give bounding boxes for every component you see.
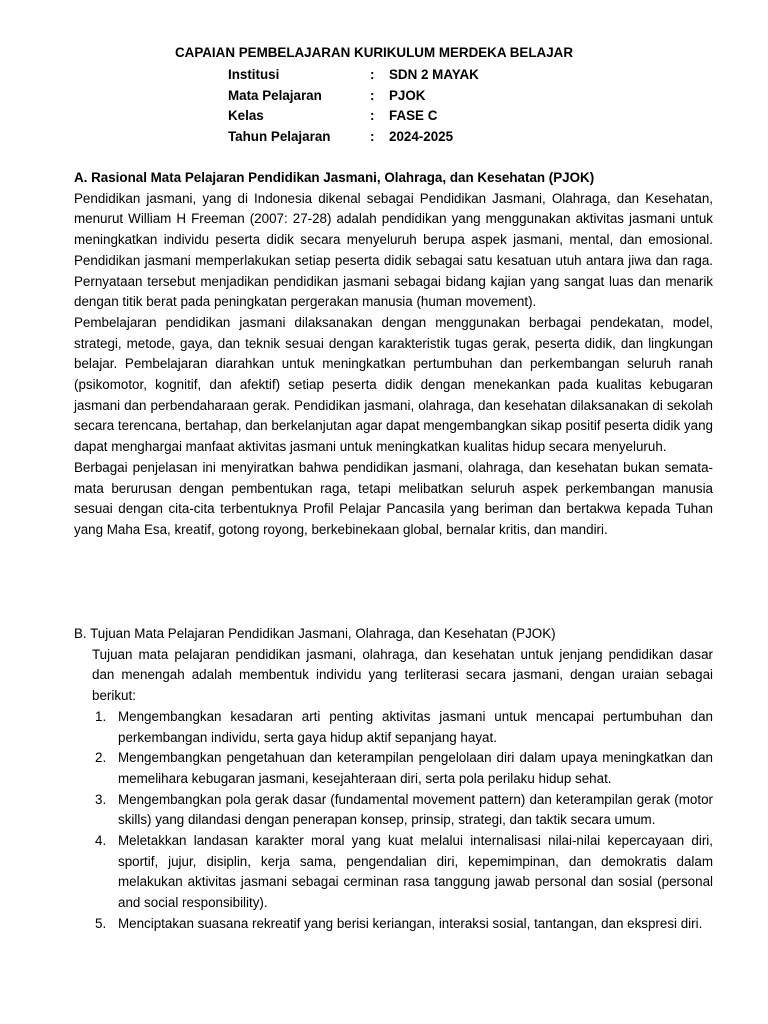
goal-text: Mengembangkan kesadaran arti penting aktivitas jasmani untuk mencapai pertumbuhan dan perkembangan individu, serta gaya hidup aktif sepanjang hayat.	[118, 708, 713, 745]
meta-table	[228, 65, 628, 148]
goals-list	[74, 707, 713, 935]
section-a-heading: A. Rasional Mata Pelajaran Pendidikan Jasmani, Olahraga, dan Kesehatan (PJOK)	[74, 170, 595, 185]
meta-label: Mata Pelajaran	[228, 87, 322, 103]
goal-number: 3.	[95, 791, 107, 807]
meta-row-institusi	[228, 65, 628, 86]
meta-row-kelas	[228, 106, 628, 127]
document-title: CAPAIAN PEMBELAJARAN KURIKULUM MERDEKA BELAJAR	[174, 45, 573, 60]
section-a-paragraph-2: Pembelajaran pendidikan jasmani dilaksanakan dengan menggunakan berbagai pendekatan, model, strategi, metode, gaya, dan teknik sesuai dengan karakteristik tugas gerak, peserta didik, dan lingkungan belajar. Pembelajaran diarahkan untuk meningkatkan pertumbuhan dan perkembangan seluruh ranah (psikomotor, kognitif, dan afektif) setiap peserta didik dengan menekankan pada kualitas kebugaran jasmani dan perbendaharaan gerak. Pendidikan jasmani, olahraga, dan kesehatan dilaksanakan di sekolah secara terencana, bertahap, dan berkelanjutan agar dapat mengembangkan sikap positif peserta didik yang dapat menghargai manfaat aktivitas jasmani untuk meningkatkan kualitas hidup secara menyeluruh.	[74, 314, 713, 455]
goal-item	[74, 707, 713, 748]
goal-text: Mengembangkan pengetahuan dan keterampilan pengelolaan diri dalam upaya meningkatkan dan memelihara kebugaran jasmani, kesejahteraan diri, serta pola perilaku hidup sehat.	[118, 750, 713, 786]
goal-text: Menciptakan suasana rekreatif yang berisi keriangan, interaksi sosial, tantangan, dan ekspresi diri.	[118, 915, 703, 931]
section-b	[74, 624, 713, 935]
goal-item	[74, 790, 713, 831]
meta-value: FASE C	[389, 108, 438, 124]
meta-label: Kelas	[228, 108, 264, 124]
meta-value: SDN 2 MAYAK	[389, 67, 479, 82]
meta-value: 2024-2025	[389, 129, 454, 145]
meta-label: Institusi	[228, 67, 280, 82]
goal-number: 2.	[95, 750, 107, 766]
section-a	[74, 168, 713, 541]
meta-colon: :	[370, 108, 375, 124]
section-a-paragraph-1: Pendidikan jasmani, yang di Indonesia dikenal sebagai Pendidikan Jasmani, Olahraga, dan Kesehatan, menurut William H Freeman (2007: 27-28) adalah pendidikan yang menggunakan aktivitas jasmani untuk meningkatkan individu peserta didik secara menyeluruh berupa aspek jasmani, mental, dan emosional. Pendidikan jasmani memperlakukan setiap peserta didik sebagai satu kesatuan utuh antara jiwa dan raga. Pernyataan tersebut menjadikan pendidikan jasmani sebagai bidang kajian yang sangat luas dan menarik dengan titik berat pada peningkatan pergerakan manusia (human movement).	[74, 190, 713, 310]
meta-label: Tahun Pelajaran	[228, 129, 331, 145]
goal-text: Mengembangkan pola gerak dasar (fundamental movement pattern) dan keterampilan gerak (motor skills) yang dilandasi dengan penerapan konsep, prinsip, strategi, dan taktik secara umum.	[118, 791, 713, 828]
meta-value: PJOK	[389, 87, 426, 103]
goal-number: 1.	[95, 708, 107, 724]
goal-item	[74, 748, 713, 789]
goal-item	[74, 914, 713, 935]
goal-text: Meletakkan landasan karakter moral yang kuat melalui internalisasi nilai-nilai kepercayaan diri, sportif, jujur, disiplin, kerja sama, pengendalian diri, kepemimpinan, dan demokratis dalam melakukan aktivitas jasmani sebagai cerminan rasa tanggung jawab personal dan sosial (personal and social responsibility).	[118, 833, 713, 911]
goal-item	[74, 831, 713, 914]
meta-colon: :	[370, 87, 375, 103]
meta-colon: :	[370, 129, 375, 145]
goal-number: 5.	[95, 915, 107, 931]
goal-number: 4.	[95, 833, 107, 849]
section-a-paragraph-3: Berbagai penjelasan ini menyiratkan bahwa pendidikan jasmani, olahraga, dan kesehatan bukan semata-mata berurusan dengan pembentukan raga, tetapi melibatkan seluruh aspek perkembangan manusia sesuai dengan cita-cita terbentuknya Profil Pelajar Pancasila yang beriman dan bertakwa kepada Tuhan yang Maha Esa, kreatif, gotong royong, berkebinekaan global, bernalar kritis, dan mandiri.	[74, 459, 713, 537]
meta-colon: :	[370, 67, 375, 82]
meta-row-tahun-pelajaran	[228, 127, 628, 148]
section-b-intro: Tujuan mata pelajaran pendidikan jasmani, olahraga, dan kesehatan untuk jenjang pendidikan dasar dan menengah adalah membentuk individu yang terliterasi secara jasmani, dengan uraian sebagai berikut:	[92, 646, 713, 704]
section-b-heading: B. Tujuan Mata Pelajaran Pendidikan Jasmani, Olahraga, dan Kesehatan (PJOK)	[74, 626, 556, 641]
meta-row-mata-pelajaran	[228, 86, 628, 107]
